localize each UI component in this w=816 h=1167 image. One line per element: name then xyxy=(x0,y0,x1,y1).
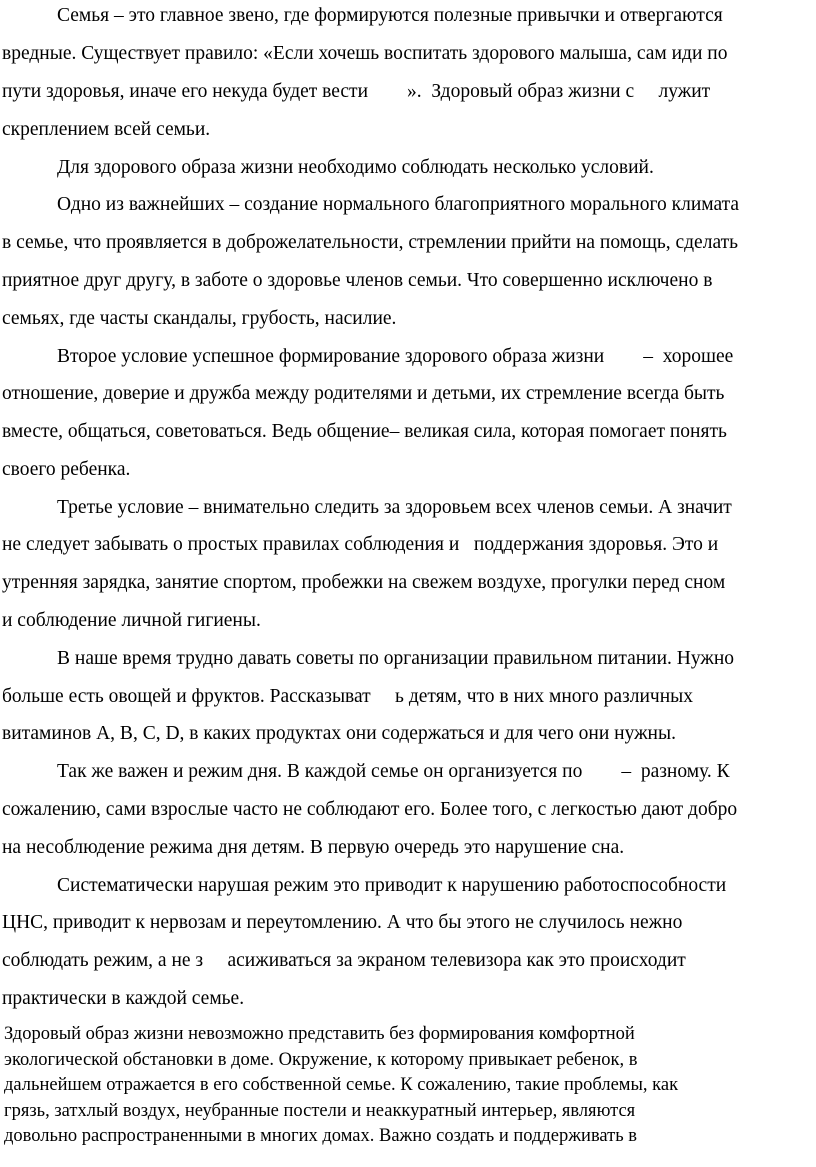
paragraph-1-line-4: скреплением всей семьи. xyxy=(2,119,211,140)
tail-paragraph-line-3: дальнейшем отражается в его собственной семье. К сожалению, такие проблемы, как xyxy=(4,1075,679,1095)
paragraph-5-line-2: не следует забывать о простых правилах соблюдения и поддержания здоровья. Это и xyxy=(2,534,719,555)
paragraph-2-line-1: Для здорового образа жизни необходимо соблюдать несколько условий. xyxy=(57,157,654,178)
tail-paragraph-line-4: грязь, затхлый воздух, неубранные постели и неаккуратный интерьер, являются xyxy=(4,1101,636,1121)
paragraph-4-line-3: вместе, общаться, советоваться. Ведь общение– великая сила, которая помогает понять xyxy=(2,421,727,442)
paragraph-3-line-4: семьях, где часты скандалы, грубость, насилие. xyxy=(2,308,397,329)
paragraph-3-line-1: Одно из важнейших – создание нормального благоприятного морального климата xyxy=(57,194,740,215)
paragraph-4-line-1: Второе условие успешное формирование здорового образа жизни – хорошее xyxy=(57,346,734,367)
paragraph-7-line-1: Так же важен и режим дня. В каждой семье он организуется по – разному. К xyxy=(57,761,730,782)
paragraph-1-line-1: Семья – это главное звено, где формируются полезные привычки и отвергаются xyxy=(57,5,723,26)
paragraph-1-line-3: пути здоровья, иначе его некуда будет вести ». Здоровый образ жизни с лужит xyxy=(2,81,711,102)
paragraph-8-line-4: практически в каждой семье. xyxy=(2,988,245,1009)
paragraph-6-line-1: В наше время трудно давать советы по организации правильном питании. Нужно xyxy=(57,648,735,669)
paragraph-4-line-4: своего ребенка. xyxy=(2,459,131,480)
tail-paragraph-line-1: Здоровый образ жизни невозможно представить без формирования комфортной xyxy=(4,1024,635,1044)
paragraph-3-line-3: приятное друг другу, в заботе о здоровье членов семьи. Что совершенно исключено в xyxy=(2,270,713,291)
tail-paragraph-line-2: экологической обстановки в доме. Окружение, к которому привыкает ребенок, в xyxy=(4,1050,638,1070)
paragraph-8-line-3: соблюдать режим, а не з асиживаться за экраном телевизора как это происходит xyxy=(2,950,686,971)
paragraph-8-line-1: Систематически нарушая режим это приводит к нарушению работоспособности xyxy=(57,875,727,896)
paragraph-8-line-2: ЦНС, приводит к нервозам и переутомлению. А что бы этого не случилось нежно xyxy=(2,912,683,933)
paragraph-5-line-1: Третье условие – внимательно следить за здоровьем всех членов семьи. А значит xyxy=(57,497,732,518)
paragraph-7-line-2: сожалению, сами взрослые часто не соблюдают его. Более того, с легкостью дают добро xyxy=(2,799,738,820)
paragraph-4-line-2: отношение, доверие и дружба между родителями и детьми, их стремление всегда быть xyxy=(2,383,725,404)
paragraph-1-line-2: вредные. Существует правило: «Если хочешь воспитать здорового малыша, сам иди по xyxy=(2,43,728,64)
paragraph-6-line-2: больше есть овощей и фруктов. Рассказыват ь детям, что в них много различных xyxy=(2,686,694,707)
paragraph-7-line-3: на несоблюдение режима дня детям. В первую очередь это нарушение сна. xyxy=(2,837,625,858)
paragraph-6-line-3: витаминов А, В, С, D, в каких продуктах они содержаться и для чего они нужны. xyxy=(2,723,676,744)
tail-paragraph-line-5: довольно распространенными в многих домах. Важно создать и поддерживать в xyxy=(4,1126,638,1146)
paragraph-5-line-3: утренняя зарядка, занятие спортом, пробежки на свежем воздухе, прогулки перед сном xyxy=(2,572,726,593)
paragraph-3-line-2: в семье, что проявляется в доброжелательности, стремлении прийти на помощь, сделать xyxy=(2,232,739,253)
paragraph-5-line-4: и соблюдение личной гигиены. xyxy=(2,610,261,631)
